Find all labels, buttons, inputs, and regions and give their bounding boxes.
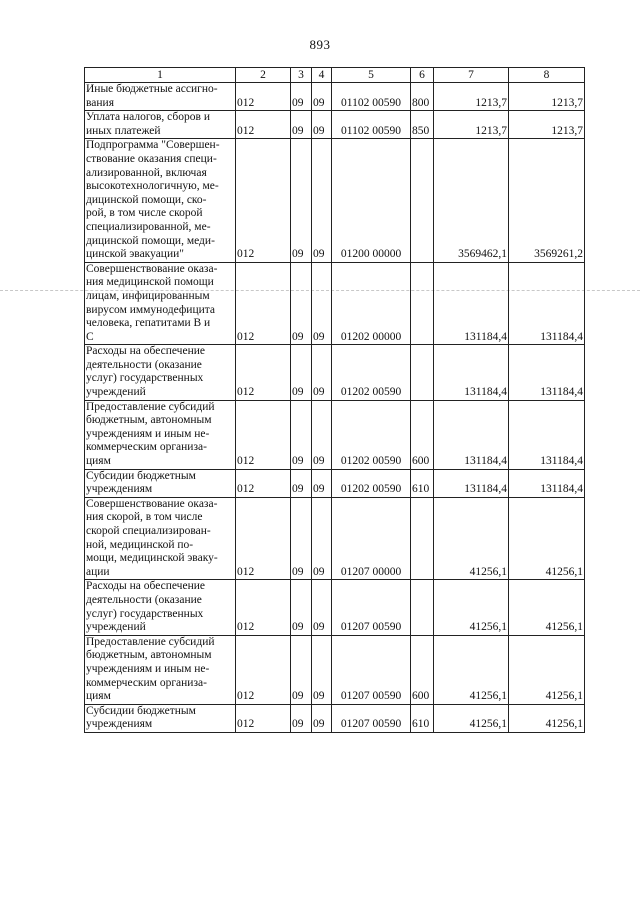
cell-amount-year1: 41256,1 (434, 704, 509, 732)
cell-admin-code: 012 (236, 400, 291, 469)
table-row (85, 580, 585, 635)
cell-description (85, 497, 236, 580)
cell-description (85, 345, 236, 400)
description-line: учреждений (86, 621, 146, 634)
description-line: Предоставление субсидий (86, 635, 215, 648)
cell-amount-year2: 41256,1 (509, 635, 585, 704)
cell-section: 09 (291, 497, 312, 580)
cell-target-article: 01207 00590 (332, 635, 411, 704)
cell-expense-type: 600 (411, 400, 434, 469)
cell-amount-year1: 1213,7 (434, 83, 509, 111)
header-cell-1: 1 (85, 68, 236, 83)
cell-description (85, 139, 236, 262)
cell-subsection: 09 (312, 111, 332, 139)
cell-description (85, 262, 236, 345)
description-line: иных платежей (86, 124, 161, 137)
cell-subsection: 09 (312, 469, 332, 497)
table-row (85, 111, 585, 139)
cell-target-article: 01102 00590 (332, 83, 411, 111)
description-line: бюджетным, автономным (86, 414, 212, 427)
cell-subsection: 09 (312, 635, 332, 704)
description-line: Предоставление субсидий (86, 400, 215, 413)
description-line: бюджетным, автономным (86, 649, 212, 662)
cell-target-article: 01202 00590 (332, 400, 411, 469)
cell-admin-code: 012 (236, 704, 291, 732)
table-row (85, 469, 585, 497)
cell-amount-year2: 3569261,2 (509, 139, 585, 262)
header-cell-4: 4 (312, 68, 332, 83)
header-row (85, 68, 585, 83)
header-cell-8: 8 (509, 68, 585, 83)
description-line: лицам, инфицированным (86, 289, 210, 302)
cell-admin-code: 012 (236, 139, 291, 262)
cell-expense-type (411, 580, 434, 635)
cell-admin-code: 012 (236, 469, 291, 497)
description-line: Расходы на обеспечение (86, 580, 205, 593)
cell-amount-year2: 1213,7 (509, 83, 585, 111)
cell-expense-type: 610 (411, 704, 434, 732)
table-row (85, 345, 585, 400)
description-line: вания (86, 96, 114, 109)
description-line: ния медицинской помощи (86, 276, 214, 289)
description-line: циям (86, 690, 111, 703)
cell-amount-year2: 131184,4 (509, 469, 585, 497)
header-cell-7: 7 (434, 68, 509, 83)
description-line: Иные бюджетные ассигно- (86, 83, 218, 95)
description-line: коммерческим организа- (86, 676, 207, 689)
cell-target-article: 01102 00590 (332, 111, 411, 139)
cell-amount-year1: 41256,1 (434, 497, 509, 580)
description-line: Расходы на обеспечение (86, 345, 205, 358)
description-line: дицинской помощи, ско- (86, 193, 207, 206)
description-line: вирусом иммунодефицита (86, 303, 216, 316)
cell-section: 09 (291, 139, 312, 262)
description-line: деятельности (оказание (86, 593, 202, 606)
cell-target-article: 01202 00590 (332, 345, 411, 400)
description-line: ной, медицинской по- (86, 538, 194, 551)
cell-amount-year1: 131184,4 (434, 400, 509, 469)
description-line: учреждений (86, 386, 146, 399)
cell-section: 09 (291, 704, 312, 732)
cell-section: 09 (291, 83, 312, 111)
cell-description (85, 111, 236, 139)
cell-description (85, 469, 236, 497)
cell-amount-year1: 131184,4 (434, 469, 509, 497)
cell-amount-year2: 41256,1 (509, 704, 585, 732)
description-line: учреждениям (86, 718, 153, 731)
cell-subsection: 09 (312, 704, 332, 732)
cell-section: 09 (291, 580, 312, 635)
table-row (85, 83, 585, 111)
cell-expense-type: 800 (411, 83, 434, 111)
description-line: Уплата налогов, сборов и (86, 111, 210, 124)
description-line: цинской эвакуации" (86, 248, 184, 261)
cell-description (85, 580, 236, 635)
cell-admin-code: 012 (236, 111, 291, 139)
cell-description (85, 635, 236, 704)
cell-target-article: 01207 00590 (332, 580, 411, 635)
cell-section: 09 (291, 400, 312, 469)
cell-expense-type: 850 (411, 111, 434, 139)
description-line: дицинской помощи, меди- (86, 234, 215, 247)
description-line: учреждениям (86, 483, 153, 496)
cell-admin-code: 012 (236, 635, 291, 704)
description-line: мощи, медицинской эваку- (86, 552, 218, 565)
cell-admin-code: 012 (236, 345, 291, 400)
cell-subsection: 09 (312, 262, 332, 345)
description-line: высокотехнологичную, ме- (86, 180, 219, 193)
cell-admin-code: 012 (236, 262, 291, 345)
cell-amount-year1: 131184,4 (434, 345, 509, 400)
cell-amount-year2: 131184,4 (509, 400, 585, 469)
description-line: рой, в том числе скорой (86, 207, 203, 220)
budget-table (84, 67, 585, 733)
description-line: ации (86, 565, 110, 578)
table-row (85, 635, 585, 704)
cell-target-article: 01202 00000 (332, 262, 411, 345)
description-line: Совершенствование оказа- (86, 497, 218, 510)
description-line: коммерческим организа- (86, 441, 207, 454)
header-cell-5: 5 (332, 68, 411, 83)
cell-expense-type: 600 (411, 635, 434, 704)
cell-section: 09 (291, 111, 312, 139)
cell-section: 09 (291, 469, 312, 497)
description-line: ствование оказания специ- (86, 152, 217, 165)
table-row (85, 704, 585, 732)
cell-section: 09 (291, 345, 312, 400)
cell-description (85, 400, 236, 469)
cell-amount-year2: 131184,4 (509, 345, 585, 400)
cell-amount-year1: 131184,4 (434, 262, 509, 345)
description-line: ния скорой, в том числе (86, 511, 203, 524)
cell-section: 09 (291, 635, 312, 704)
cell-amount-year1: 3569462,1 (434, 139, 509, 262)
cell-target-article: 01207 00590 (332, 704, 411, 732)
description-line: учреждениям и иным не- (86, 427, 210, 440)
cell-subsection: 09 (312, 83, 332, 111)
description-line: услуг) государственных (86, 607, 204, 620)
cell-subsection: 09 (312, 400, 332, 469)
table-row (85, 400, 585, 469)
description-line: учреждениям и иным не- (86, 662, 210, 675)
cell-subsection: 09 (312, 345, 332, 400)
cell-admin-code: 012 (236, 580, 291, 635)
cell-target-article: 01200 00000 (332, 139, 411, 262)
description-line: Совершенствование оказа- (86, 262, 218, 275)
cell-amount-year2: 41256,1 (509, 580, 585, 635)
header-cell-6: 6 (411, 68, 434, 83)
table-row (85, 497, 585, 580)
cell-amount-year1: 1213,7 (434, 111, 509, 139)
cell-subsection: 09 (312, 497, 332, 580)
cell-section: 09 (291, 262, 312, 345)
cell-amount-year1: 41256,1 (434, 580, 509, 635)
description-line: деятельности (оказание (86, 358, 202, 371)
description-line: С (86, 330, 94, 343)
cell-expense-type: 610 (411, 469, 434, 497)
cell-subsection: 09 (312, 139, 332, 262)
cell-amount-year2: 1213,7 (509, 111, 585, 139)
cell-expense-type (411, 345, 434, 400)
cell-target-article: 01207 00000 (332, 497, 411, 580)
description-line: циям (86, 455, 111, 468)
cell-amount-year2: 41256,1 (509, 497, 585, 580)
cell-subsection: 09 (312, 580, 332, 635)
cell-admin-code: 012 (236, 83, 291, 111)
page-number: 893 (309, 37, 331, 52)
header-cell-2: 2 (236, 68, 291, 83)
description-line: человека, гепатитами В и (86, 317, 211, 330)
cell-admin-code: 012 (236, 497, 291, 580)
cell-expense-type (411, 139, 434, 262)
description-line: специализированной, ме- (86, 220, 211, 233)
header-cell-3: 3 (291, 68, 312, 83)
cell-expense-type (411, 262, 434, 345)
description-line: Подпрограмма "Совершен- (86, 139, 220, 152)
cell-description (85, 83, 236, 111)
description-line: Субсидии бюджетным (86, 704, 196, 717)
table-row (85, 139, 585, 262)
description-line: скорой специализирован- (86, 525, 211, 537)
cell-expense-type (411, 497, 434, 580)
cell-target-article: 01202 00590 (332, 469, 411, 497)
description-line: ализированной, включая (86, 166, 207, 179)
cell-description (85, 704, 236, 732)
description-line: услуг) государственных (86, 372, 204, 385)
cell-amount-year2: 131184,4 (509, 262, 585, 345)
cell-amount-year1: 41256,1 (434, 635, 509, 704)
description-line: Субсидии бюджетным (86, 469, 196, 482)
table-row (85, 262, 585, 345)
